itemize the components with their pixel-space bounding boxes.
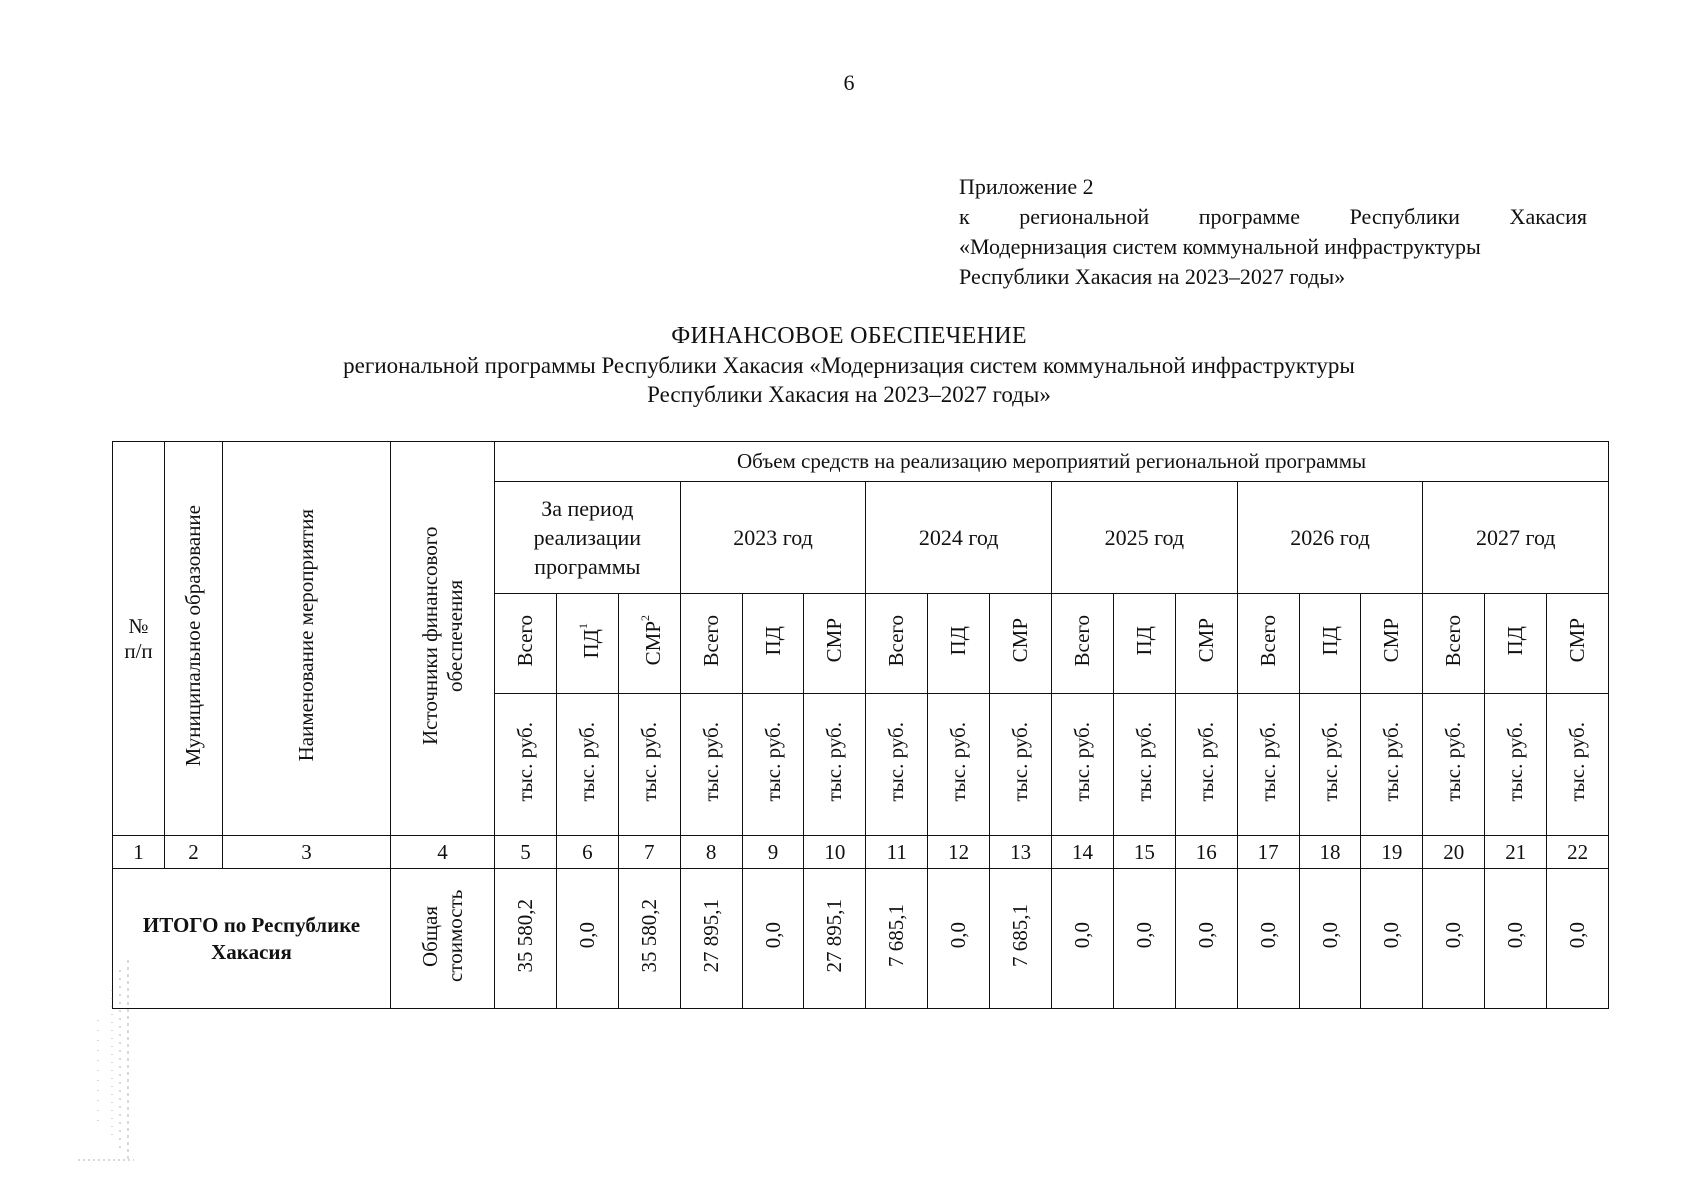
total-value: 0,0 — [1175, 869, 1237, 1009]
sub-pd: ПД — [742, 594, 804, 694]
sub-pd: $ПД^1$ — [556, 594, 618, 694]
unit-cell: тыс. руб. — [928, 694, 990, 836]
total-value: 7 685,1 — [990, 869, 1052, 1009]
sub-smr: СМР — [1361, 594, 1423, 694]
header-year-2023: 2023 год — [680, 482, 866, 594]
sub-smr: СМР — [1547, 594, 1609, 694]
header-year-2027: 2027 год — [1423, 482, 1609, 594]
sub-pd: ПД — [1299, 594, 1361, 694]
sub-total: Всего — [866, 594, 928, 694]
sub-pd: ПД — [928, 594, 990, 694]
total-value: 0,0 — [1485, 869, 1547, 1009]
col-number: 5 — [495, 836, 557, 869]
col-number: 2 — [165, 836, 223, 869]
total-value: 35 580,2 — [618, 869, 680, 1009]
unit-cell: тыс. руб. — [1175, 694, 1237, 836]
unit-cell: тыс. руб. — [742, 694, 804, 836]
unit-cell: тыс. руб. — [1361, 694, 1423, 836]
title-line-1: ФИНАНСОВОЕ ОБЕСПЕЧЕНИЕ — [671, 323, 1027, 349]
appendix-line-2: к региональной программе Республики Хакасия — [959, 204, 1587, 229]
col-number: 15 — [1113, 836, 1175, 869]
total-row — [113, 869, 1609, 1009]
total-value: 0,0 — [1113, 869, 1175, 1009]
appendix-line-4: Республики Хакасия на 2023–2027 годы» — [959, 264, 1346, 289]
sub-smr: СМР — [804, 594, 866, 694]
col-number: 20 — [1423, 836, 1485, 869]
sub-total: Всего — [1423, 594, 1485, 694]
unit-cell: тыс. руб. — [804, 694, 866, 836]
financing-table — [112, 441, 1609, 1009]
header-year-2025: 2025 год — [1052, 482, 1238, 594]
col-number: 1 — [113, 836, 165, 869]
total-source: Общая стоимость — [391, 869, 495, 1009]
col-number: 7 — [618, 836, 680, 869]
unit-cell: тыс. руб. — [1485, 694, 1547, 836]
total-value: 27 895,1 — [680, 869, 742, 1009]
sub-total: Всего — [1052, 594, 1114, 694]
appendix-block — [959, 172, 1587, 292]
header-municipality: Муниципальное образование — [165, 442, 223, 836]
header-row-1 — [113, 442, 1609, 482]
col-number: 10 — [804, 836, 866, 869]
header-year-2026: 2026 год — [1237, 482, 1423, 594]
col-number: 16 — [1175, 836, 1237, 869]
header-number: № п/п — [113, 442, 165, 836]
sub-smr: СМР — [990, 594, 1052, 694]
appendix-title: Приложение 2 — [959, 174, 1094, 199]
unit-cell: тыс. руб. — [1547, 694, 1609, 836]
col-number: 11 — [866, 836, 928, 869]
unit-cell: тыс. руб. — [990, 694, 1052, 836]
total-value: 0,0 — [556, 869, 618, 1009]
total-value: 0,0 — [1423, 869, 1485, 1009]
col-number: 17 — [1237, 836, 1299, 869]
unit-cell: тыс. руб. — [866, 694, 928, 836]
scan-artifact — [68, 960, 138, 1170]
total-value: 35 580,2 — [495, 869, 557, 1009]
col-number: 9 — [742, 836, 804, 869]
unit-cell: тыс. руб. — [618, 694, 680, 836]
sub-total: Всего — [495, 594, 557, 694]
sub-pd: ПД — [1113, 594, 1175, 694]
document-title — [0, 322, 1698, 409]
col-number: 14 — [1052, 836, 1114, 869]
header-sources: Источники финансового обеспечения — [391, 442, 495, 836]
header-activity: Наименование мероприятия — [223, 442, 391, 836]
unit-cell: тыс. руб. — [495, 694, 557, 836]
column-number-row — [113, 836, 1609, 869]
sub-smr: СМР$^2$ — [618, 594, 680, 694]
col-number: 3 — [223, 836, 391, 869]
total-value: 0,0 — [928, 869, 990, 1009]
unit-cell: тыс. руб. — [1423, 694, 1485, 836]
total-label: ИТОГО по Республике Хакасия — [113, 869, 391, 1009]
header-year-2024: 2024 год — [866, 482, 1052, 594]
col-number: 4 — [391, 836, 495, 869]
sub-smr: СМР — [1175, 594, 1237, 694]
total-value: 0,0 — [1052, 869, 1114, 1009]
col-number: 21 — [1485, 836, 1547, 869]
title-line-3: Республики Хакасия на 2023–2027 годы» — [647, 382, 1051, 407]
col-number: 8 — [680, 836, 742, 869]
total-value: 0,0 — [1299, 869, 1361, 1009]
appendix-line-3: «Модернизация систем коммунальной инфраструктуры — [959, 234, 1481, 259]
sub-total: Всего — [680, 594, 742, 694]
unit-cell: тыс. руб. — [556, 694, 618, 836]
unit-cell: тыс. руб. — [1299, 694, 1361, 836]
sub-pd: ПД — [1485, 594, 1547, 694]
col-number: 19 — [1361, 836, 1423, 869]
total-value: 0,0 — [1547, 869, 1609, 1009]
unit-cell: тыс. руб. — [1052, 694, 1114, 836]
header-period: За период реализации программы — [495, 482, 681, 594]
col-number: 13 — [990, 836, 1052, 869]
col-number: 12 — [928, 836, 990, 869]
total-value: 7 685,1 — [866, 869, 928, 1009]
sub-total: Всего — [1237, 594, 1299, 694]
total-value: 0,0 — [1361, 869, 1423, 1009]
page-number: 6 — [843, 70, 855, 95]
unit-cell: тыс. руб. — [680, 694, 742, 836]
unit-cell: тыс. руб. — [1237, 694, 1299, 836]
col-number: 6 — [556, 836, 618, 869]
header-volume: Объем средств на реализацию мероприятий региональной программы — [495, 442, 1609, 482]
col-number: 22 — [1547, 836, 1609, 869]
title-line-2: региональной программы Республики Хакасия «Модернизация систем коммунальной инфраструктуры — [343, 353, 1355, 378]
total-value: 0,0 — [742, 869, 804, 1009]
total-value: 27 895,1 — [804, 869, 866, 1009]
total-value: 0,0 — [1237, 869, 1299, 1009]
unit-cell: тыс. руб. — [1113, 694, 1175, 836]
col-number: 18 — [1299, 836, 1361, 869]
